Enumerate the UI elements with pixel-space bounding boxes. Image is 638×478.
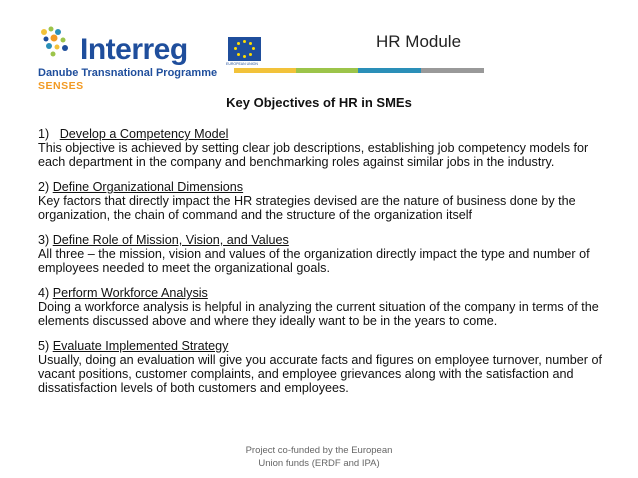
objectives-list (38, 127, 610, 406)
objective-text: Usually, doing an evaluation will give you accurate facts and figures on employee turnover, number of vacant positions, customer complaints, and employee grievances along with the satisfaction and dissatisfaction levels of both customers and employees. (38, 353, 603, 395)
footer-line: Union funds (ERDF and IPA) (258, 458, 380, 469)
page-title: Key Objectives of HR in SMEs (226, 95, 412, 110)
objective-text: This objective is achieved by setting clear job descriptions, establishing job competency models for each department in the company and benchmarking roles against similar jobs in the industry. (38, 141, 589, 169)
objective-number: 3) (38, 233, 50, 247)
eu-flag-icon (228, 37, 261, 61)
color-bar-segment (234, 68, 296, 73)
color-bar-segment (296, 68, 358, 73)
funding-footer (0, 444, 638, 470)
objective-number: 5) (38, 339, 50, 353)
color-bar-segment (421, 68, 484, 73)
objective-item (38, 339, 610, 395)
objective-title: Perform Workforce Analysis (52, 286, 208, 300)
footer-line: Project co-funded by the European (245, 445, 393, 456)
objective-text: Key factors that directly impact the HR strategies devised are the nature of business done by the organization, the chain of command and the structure of the organization itself (38, 194, 576, 222)
objective-item (38, 180, 610, 222)
objective-title: Develop a Competency Model (59, 127, 229, 141)
module-title: HR Module (376, 32, 462, 51)
objective-title: Define Role of Mission, Vision, and Values (52, 233, 289, 247)
objective-title: Evaluate Implemented Strategy (52, 339, 229, 353)
objective-text: All three – the mission, vision and values of the organization directly impact the type and number of employees needed to meet the organizational goals. (38, 247, 590, 275)
objective-number: 1) (38, 127, 50, 141)
color-bar-segment (358, 68, 421, 73)
logo-dots-icon (38, 24, 82, 64)
objective-item (38, 286, 610, 328)
objective-item (38, 233, 610, 275)
objective-number: 4) (38, 286, 50, 300)
flag-caption: EUROPEAN UNION (226, 62, 258, 66)
objective-item (38, 127, 610, 169)
color-bar-divider (234, 68, 484, 73)
programme-name: Danube Transnational Programme (38, 67, 218, 79)
objective-number: 2) (38, 180, 50, 194)
interreg-logo (38, 22, 258, 92)
objective-title: Define Organizational Dimensions (52, 180, 244, 194)
objective-text: Doing a workforce analysis is helpful in analyzing the current situation of the company in terms of the elements discussed above and where they ideally want to be in the years to come. (38, 300, 599, 328)
project-name: SENSES (38, 80, 84, 92)
brand-name: Interreg (80, 33, 188, 66)
